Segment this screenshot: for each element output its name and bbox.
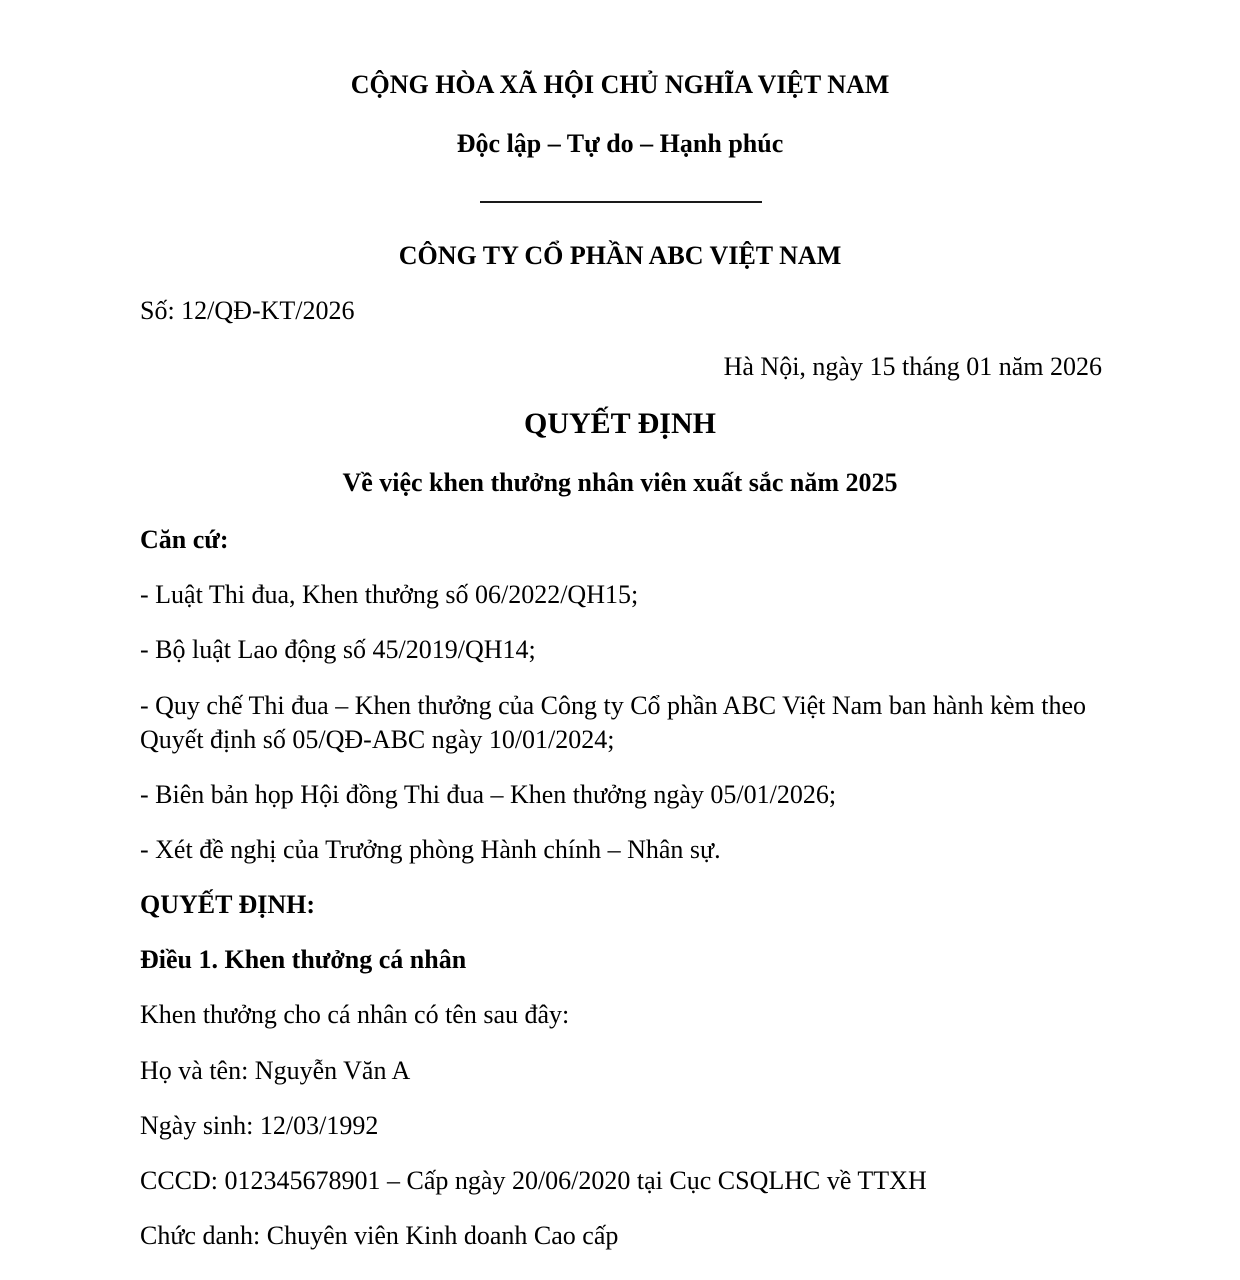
basis-item: - Quy chế Thi đua – Khen thưởng của Công ty Cổ phần ABC Việt Nam ban hành kèm theo Quyết định số 05/QĐ-ABC ngày 10/01/2024; — [140, 691, 1087, 754]
article-1-intro: Khen thưởng cho cá nhân có tên sau đây: — [140, 1000, 570, 1029]
basis-item: - Luật Thi đua, Khen thưởng số 06/2022/QH15; — [140, 580, 639, 609]
field-job-title: Chức danh: Chuyên viên Kinh doanh Cao cấp — [140, 1221, 619, 1250]
field-full-name: Họ và tên: Nguyễn Văn A — [140, 1056, 411, 1085]
basis-item: - Biên bản họp Hội đồng Thi đua – Khen thưởng ngày 05/01/2026; — [140, 780, 837, 809]
company-name: CÔNG TY CỔ PHẦN ABC VIỆT NAM — [398, 241, 842, 270]
field-id-card: CCCD: 012345678901 – Cấp ngày 20/06/2020 tại Cục CSQLHC về TTXH — [140, 1166, 927, 1195]
document-title: QUYẾT ĐỊNH — [524, 407, 716, 440]
place-date: Hà Nội, ngày 15 tháng 01 năm 2026 — [723, 352, 1102, 381]
header-separator — [480, 201, 762, 203]
field-date-of-birth: Ngày sinh: 12/03/1992 — [140, 1111, 379, 1140]
basis-item: - Bộ luật Lao động số 45/2019/QH14; — [140, 635, 536, 664]
article-1-heading: Điều 1. Khen thưởng cá nhân — [140, 945, 467, 974]
document-number: Số: 12/QĐ-KT/2026 — [140, 296, 355, 325]
document-subject: Về việc khen thưởng nhân viên xuất sắc năm 2025 — [342, 468, 898, 497]
basis-heading: Căn cứ: — [140, 525, 229, 554]
national-title: CỘNG HÒA XÃ HỘI CHỦ NGHĨA VIỆT NAM — [350, 70, 890, 99]
basis-item: - Xét đề nghị của Trưởng phòng Hành chính – Nhân sự. — [140, 835, 721, 864]
decision-heading: QUYẾT ĐỊNH: — [140, 890, 316, 919]
national-motto: Độc lập – Tự do – Hạnh phúc — [456, 129, 784, 158]
